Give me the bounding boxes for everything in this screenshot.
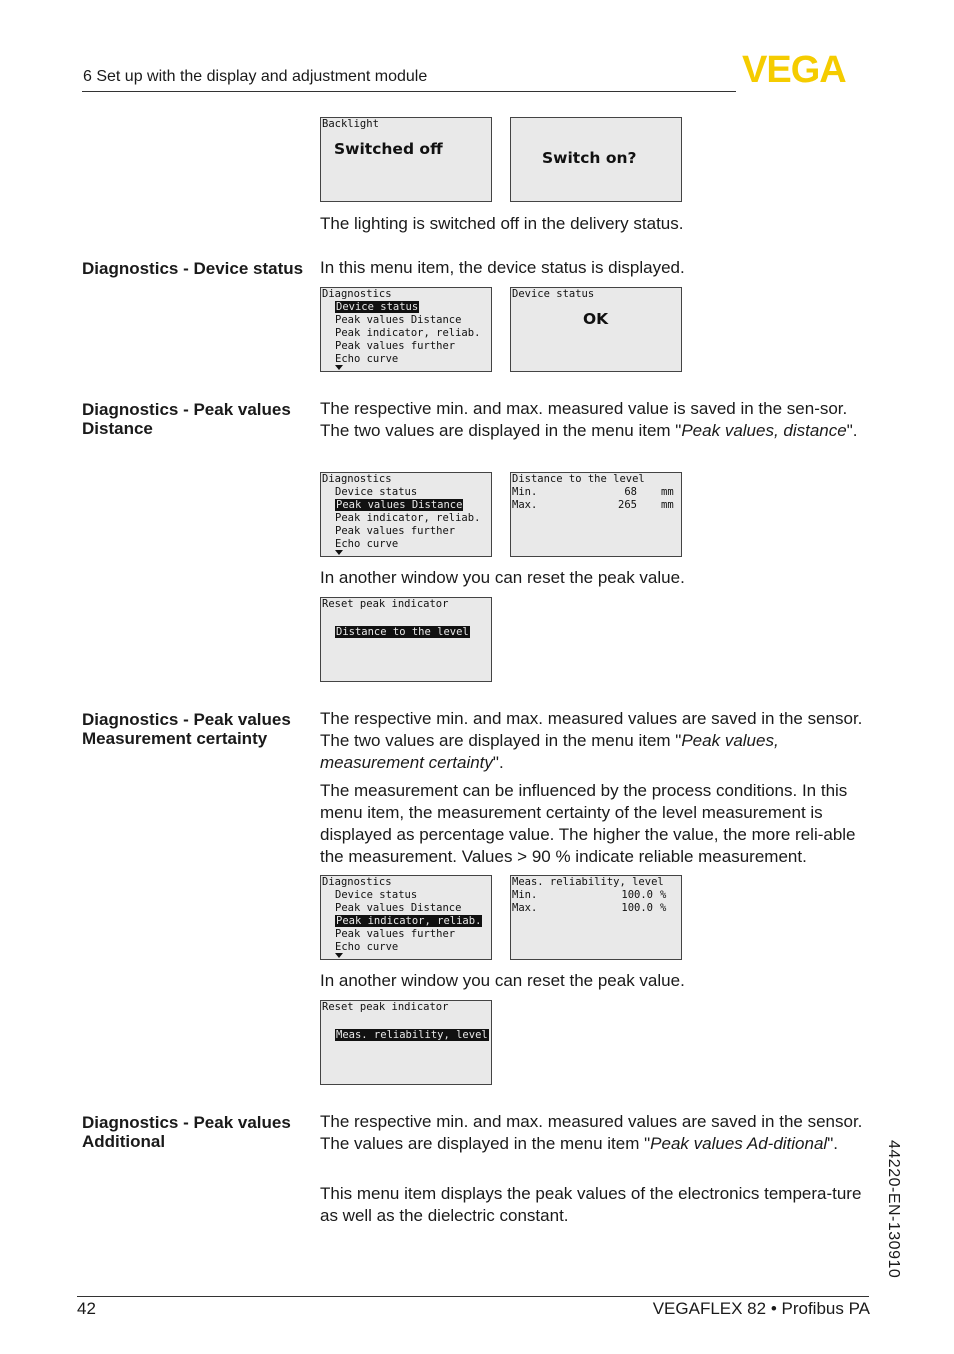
min-unit: mm (661, 486, 674, 498)
lcd-title: Device status (512, 288, 595, 300)
section-title-peak-distance: Diagnostics - Peak values Distance (82, 400, 291, 438)
min-value: 100.0 (621, 889, 653, 901)
running-header: 6 Set up with the display and adjustment module (83, 68, 428, 85)
reset-text-certainty: In another window you can reset the peak value. (320, 971, 685, 990)
section-title-device-status: Diagnostics - Device status (82, 259, 304, 278)
lcd-title: Diagnostics (322, 876, 392, 888)
peak-certainty-text2: The measurement can be influenced by the process conditions. In this menu item, the measurement certainty of the level measurement is displayed as percentage value. The higher the value, the more reli-able the measurement. Values > 90 % indicate reliable measurement. (320, 781, 856, 866)
max-value: 100.0 (621, 902, 653, 914)
peak-certainty-text: The respective min. and max. measured values are saved in the sensor. The two values are displayed in the menu item "Peak values, measurement certainty". (320, 709, 863, 772)
lcd-value: Switched off (334, 140, 443, 158)
menu-item-peak-distance[interactable]: Peak values Distance (335, 314, 462, 326)
lcd-title: Reset peak indicator (322, 598, 449, 610)
menu-item-peak-indicator[interactable]: Peak indicator, reliab. (335, 327, 481, 339)
lcd-switch-on (510, 117, 682, 202)
lcd-title: Reset peak indicator (322, 1001, 449, 1013)
min-value: 68 (624, 486, 637, 498)
lcd-status-value: OK (583, 310, 609, 328)
peak-distance-text: The respective min. and max. measured value is saved in the sen-sor. The two values are displayed in the menu item "Peak values, distance". (320, 399, 858, 440)
lcd-diagnostics-menu (320, 875, 492, 960)
menu-item-peak-indicator[interactable]: Peak indicator, reliab. (336, 915, 482, 927)
scroll-down-icon (335, 365, 343, 370)
menu-item-peak-indicator[interactable]: Peak indicator, reliab. (335, 512, 481, 524)
menu-item-peak-distance[interactable]: Peak values Distance (335, 902, 462, 914)
menu-item-peak-further[interactable]: Peak values further (335, 928, 456, 940)
max-unit: mm (661, 499, 674, 511)
max-value: 265 (618, 499, 637, 511)
section-title-peak-additional: Diagnostics - Peak values Additional (82, 1113, 291, 1151)
lcd-reset-reliability (320, 1000, 492, 1085)
header-rule (82, 91, 736, 92)
menu-item-peak-further[interactable]: Peak values further (335, 340, 456, 352)
menu-item-echo-curve[interactable]: Echo curve (335, 538, 399, 550)
lcd-distance-peaks (510, 472, 682, 557)
lcd-backlight (320, 117, 492, 202)
menu-item-device-status[interactable]: Device status (336, 301, 419, 313)
lcd-title: Meas. reliability, level (512, 876, 664, 888)
menu-item-echo-curve[interactable]: Echo curve (335, 353, 399, 365)
lcd-title: Backlight (322, 118, 379, 130)
lcd-prompt: Switch on? (542, 149, 637, 167)
peak-additional-text: The respective min. and max. measured values are saved in the sensor. The values are displayed in the menu item "Peak values Ad-ditional". (320, 1112, 863, 1153)
section-title-peak-certainty: Diagnostics - Peak values Measurement certainty (82, 710, 291, 748)
svg-text:VEGA: VEGA (742, 52, 846, 84)
document-code: 44220-EN-130910 (885, 1140, 902, 1279)
max-label: Max. (512, 499, 538, 511)
vega-logo (742, 52, 872, 84)
device-status-text: In this menu item, the device status is displayed. (320, 258, 685, 277)
menu-item-echo-curve[interactable]: Echo curve (335, 941, 399, 953)
backlight-caption: The lighting is switched off in the delivery status. (320, 214, 684, 233)
lcd-diagnostics-menu (320, 287, 492, 372)
max-label: Max. (512, 902, 538, 914)
reset-item-reliability[interactable]: Meas. reliability, level (336, 1029, 488, 1041)
footer-rule (77, 1296, 869, 1297)
min-label: Min. (512, 486, 538, 498)
lcd-title: Diagnostics (322, 473, 392, 485)
page-number: 42 (77, 1299, 96, 1318)
lcd-diagnostics-menu (320, 472, 492, 557)
lcd-device-status (510, 287, 682, 372)
scroll-down-icon (335, 550, 343, 555)
lcd-title: Distance to the level (512, 473, 645, 485)
menu-item-device-status[interactable]: Device status (335, 486, 418, 498)
min-unit: % (660, 889, 667, 901)
menu-item-device-status[interactable]: Device status (335, 889, 418, 901)
lcd-reset-distance (320, 597, 492, 682)
reset-text-distance: In another window you can reset the peak value. (320, 568, 685, 587)
lcd-reliability-peaks (510, 875, 682, 960)
menu-item-peak-distance[interactable]: Peak values Distance (336, 499, 463, 511)
scroll-down-icon (335, 953, 343, 958)
reset-item-distance[interactable]: Distance to the level (336, 626, 469, 638)
max-unit: % (660, 902, 667, 914)
peak-additional-text2: This menu item displays the peak values of the electronics tempera-ture as well as the dielectric constant. (320, 1184, 862, 1225)
menu-item-peak-further[interactable]: Peak values further (335, 525, 456, 537)
lcd-title: Diagnostics (322, 288, 392, 300)
product-name: VEGAFLEX 82 • Profibus PA (652, 1299, 870, 1318)
min-label: Min. (512, 889, 538, 901)
